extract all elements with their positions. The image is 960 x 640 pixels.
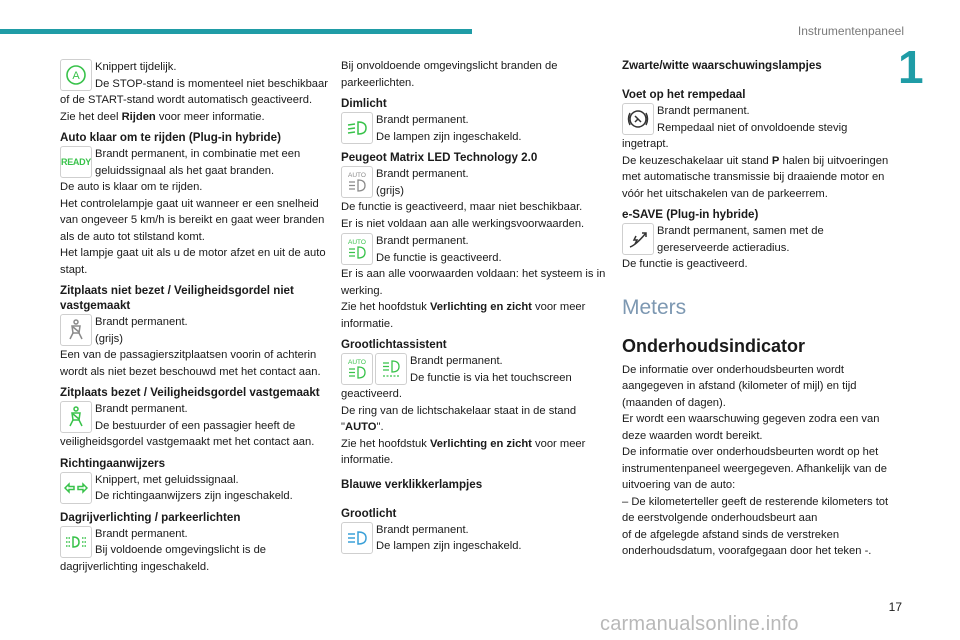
block-stop-start: A Knippert tijdelijk. De STOP-stand is momenteel niet beschikbaar of de START-stand wordt automatisch geactiveerd. Zie het deel Rijden voor meer informatie.: [60, 61, 328, 123]
header-accent-bar: [0, 29, 472, 34]
high-beam-blue-icon: [341, 522, 373, 554]
column-2: Bij onvoldoende omgevingslicht branden de parkeerlichten. Dimlicht Brandt permanent. De lampen zijn ingeschakeld. Peugeot Matrix LED Technology 2.0 AUTO Brandt permanent. (grijs) De functie is geactiveerd, maar niet beschikbaar. Er is niet voldaan aan alle werkingsvoorwaarden. AUTO Brandt permanent. De functie is geactiveerd. Er is aan alle voorwaarden voldaan: het systeem is in werking. Zie het hoofdstuk Verlichting en zicht voor meer informatie. Grootlichtassistent AUTO Brandt permanent. De functie is via het touchscreen geactiveerd. De ring van de lichtschakelaar staat in de stand "AUTO". Zie het hoofdstuk Verlichting en zicht voor meer informatie. Blauwe verklikkerlampjes Grootlicht Brandt permanent. De lampen zijn ingeschakeld.: [341, 58, 611, 555]
section-title: Meters: [622, 295, 687, 319]
high-beam-assist-auto-icon: [341, 353, 373, 385]
column-1: A Knippert tijdelijk. De STOP-stand is momenteel niet beschikbaar of de START-stand wordt automatisch geactiveerd. Zie het deel Rijden voor meer informatie. Auto klaar om te rijden (Plug-in hybride) READY Brandt permanent, in combinatie met een geluidssignaal als het gaat branden. De auto is klaar om te rijden. Het controlelampje gaat uit wanneer er een snelheid van ongeveer 5 km/h is bereikt en gaat weer branden als de auto tot stilstand komt. Het lampje gaat uit als u de motor afzet en uit de auto stapt. Zitplaats niet bezet / Veiligheidsgordel niet vastgemaakt Brandt permanent. (grijs) Een van de passagierszitplaatsen voorin of achterin wordt als niet bezet beschouwd met het contact aan. Zitplaats bezet / Veiligheidsgordel vastgemaakt Brandt permanent. De bestuurder of een passagier heeft de veiligheidsgordel vastgemaakt met het contact aan. Richtingaanwijzers Knippert, met geluidssignaal. De richtingaanwijzers zijn ingeschakeld. Dagrijverlichting / parkeerlichten Brandt permanent. Bij voldoende omgevingslicht is de dagrijverlichting ingeschakeld.: [60, 61, 328, 573]
heading-e-save: e-SAVE (Plug-in hybride): [622, 208, 759, 221]
daytime-running-light-icon: [60, 526, 92, 558]
svg-text:AUTO: AUTO: [348, 359, 366, 366]
heading-high-beam: Grootlicht: [341, 506, 397, 520]
heading-black-white-lamps: Zwarte/witte waarschuwingslampjes: [622, 59, 822, 72]
stop-start-a-icon: [60, 59, 92, 91]
high-beam-assist-icon: [375, 353, 407, 385]
header-title: Instrumentenpaneel: [797, 24, 904, 38]
subsection-title: Onderhoudsindicator: [622, 335, 806, 356]
auto-high-beam-grey-icon: [341, 166, 373, 198]
auto-high-beam-green-icon: [341, 233, 373, 265]
heading-high-beam-assist: Grootlichtassistent: [341, 338, 447, 351]
watermark: carmanualsonline.info: [600, 613, 799, 635]
heading-blue-lamps: Blauwe verklikkerlampjes: [341, 477, 483, 491]
heading-matrix-led: Peugeot Matrix LED Technology 2.0: [341, 151, 538, 164]
column-3: Zwarte/witte waarschuwingslampjes Voet op het rempedaal Brandt permanent. Rempedaal niet of onvoldoende stevig ingetrapt. De keuzeschakelaar uit stand P halen bij uitvoeringen met automatische transmissie bij draaiende motor en vóór het uitschakelen van de parkeerrem. e-SAVE (Plug-in hybride) Brandt permanent, samen met de gereserveerde actieradius. De functie is geactiveerd. Meters Onderhoudsindicator De informatie over onderhoudsbeurten wordt aangegeven in afstand (kilometer of mijl) en tijd (maanden of dagen). Er wordt een waarschuwing gegeven zodra een van deze waarden wordt bereikt. De informatie over onderhoudsbeurten wordt op het instrumentenpaneel weergegeven. Afhankelijk van de uitvoering van de auto: – De kilometerteller geeft de resterende kilometers tot de eerstvolgende onderhoudsbeurt aan of de afgelegde afstand sinds de verstreken onderhoudsdatum, voorafgegaan door het teken -.: [622, 59, 889, 557]
heading-low-beam: Dimlicht: [341, 97, 387, 110]
seatbelt-grey-icon: [60, 314, 92, 346]
brake-pedal-icon: [622, 103, 654, 135]
heading-turn-signals: Richtingaanwijzers: [60, 456, 166, 470]
heading-brake-pedal: Voet op het rempedaal: [622, 88, 746, 101]
turn-signal-icon: [60, 472, 92, 504]
heading-seat-occupied: Zitplaats bezet / Veiligheidsgordel vastgemaakt: [60, 386, 320, 399]
chapter-number: 1: [898, 41, 924, 93]
svg-text:A: A: [72, 70, 80, 82]
low-beam-icon: [341, 112, 373, 144]
page-number: 17: [888, 600, 902, 614]
svg-text:AUTO: AUTO: [348, 172, 366, 179]
ready-icon: READY: [60, 146, 92, 178]
e-save-icon: [622, 223, 654, 255]
intro-text: Bij onvoldoende omgevingslicht branden de parkeerlichten.: [341, 60, 558, 89]
heading-seat-not-occupied: Zitplaats niet bezet / Veiligheidsgordel niet vastgemaakt: [60, 284, 294, 312]
heading-daytime-lights: Dagrijverlichting / parkeerlichten: [60, 510, 241, 524]
heading-ready: Auto klaar om te rijden (Plug-in hybride): [60, 131, 281, 144]
svg-text:AUTO: AUTO: [348, 239, 366, 246]
seatbelt-green-icon: [60, 401, 92, 433]
